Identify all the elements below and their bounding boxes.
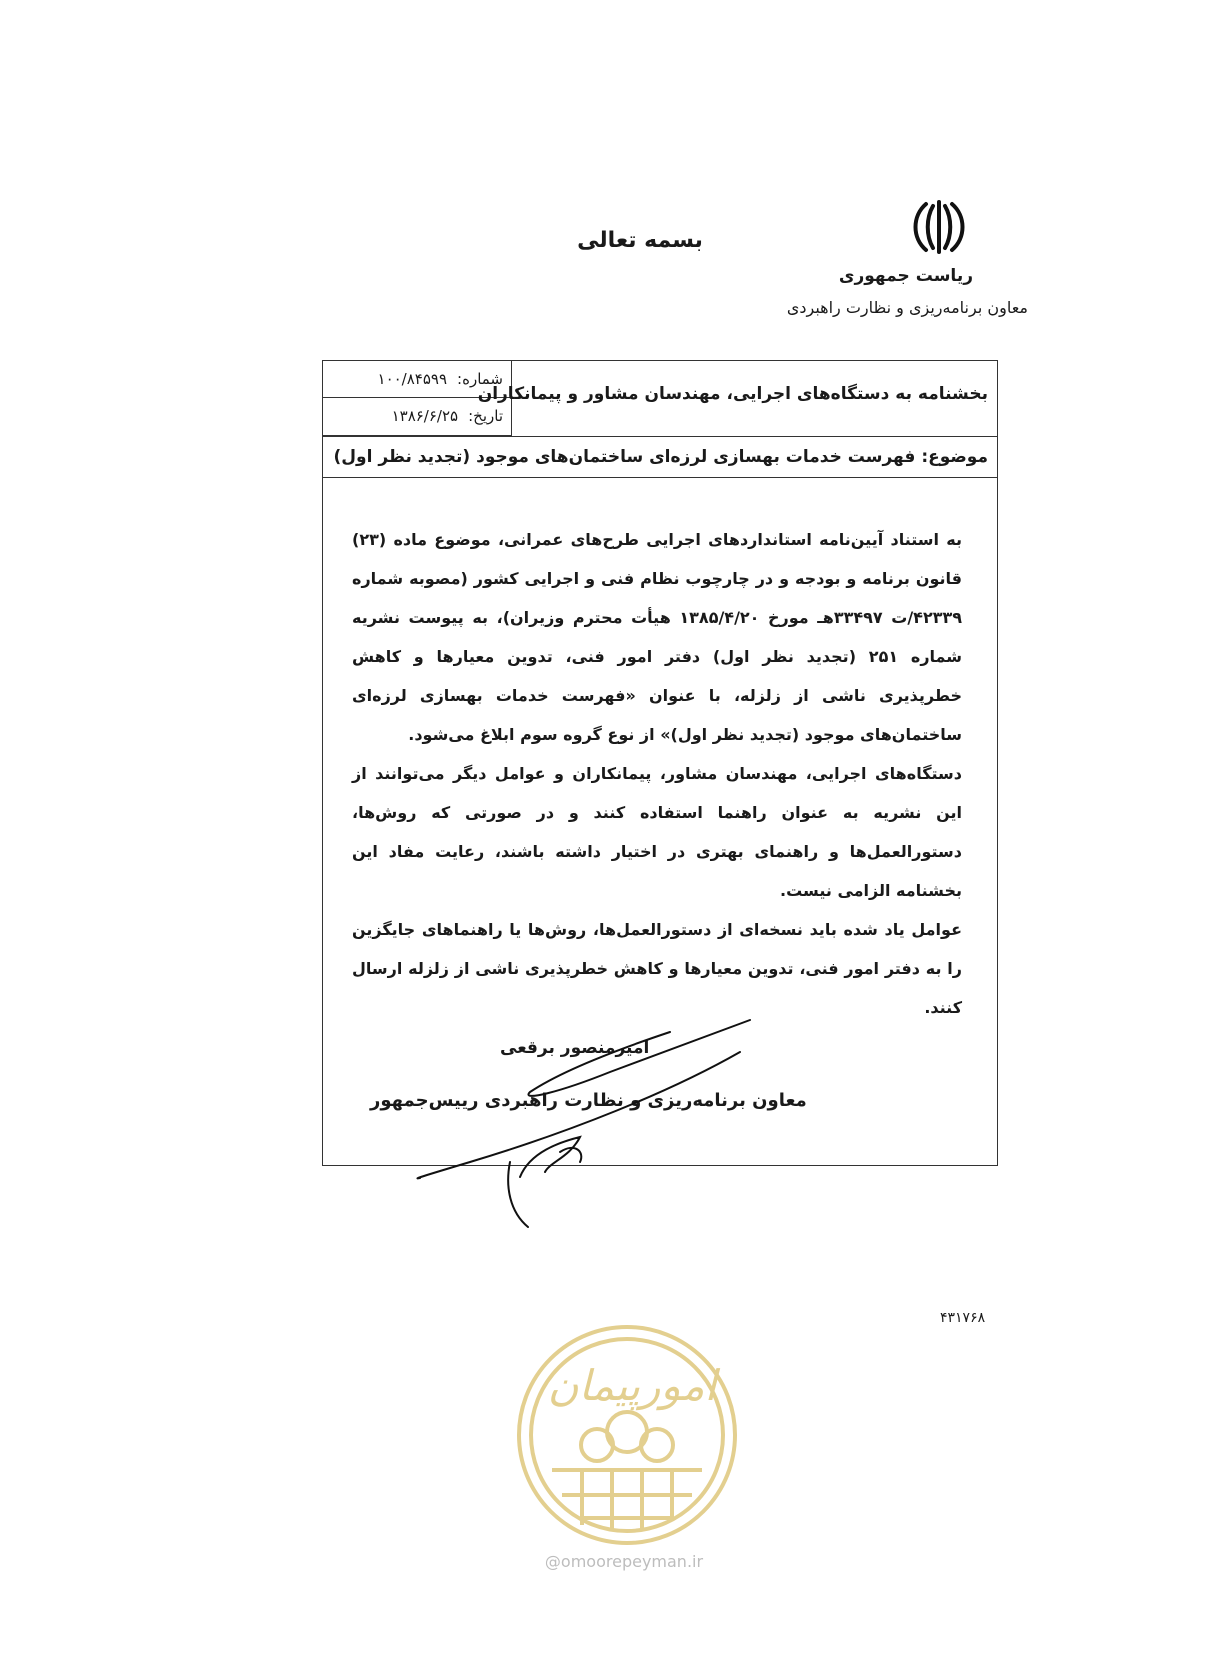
- body-paragraph-2: دستگاه‌های اجرایی، مهندسان مشاور، پیمانکاران و عوامل دیگر می‌توانند از این نشریه به عنوان راهنما استفاده کنند و در صورتی که روش‌ها، دستورالعمل‌ها و راهنمای بهتری در اختیار داشته باشند، رعایت مفاد این بخشنامه الزامی نیست.: [352, 764, 962, 900]
- date-label: تاریخ:: [468, 407, 503, 425]
- iran-emblem-icon: [908, 196, 970, 258]
- number-value: ۱۰۰/۸۴۵۹۹: [377, 369, 448, 388]
- reference-number: ۴۳۱۷۶۸: [940, 1310, 986, 1326]
- signatory-title: معاون برنامه‌ریزی و نظارت راهبردی رییس‌جمهور: [370, 1090, 807, 1111]
- omoorepeyman-stamp-logo: [512, 1320, 742, 1550]
- org-name-deputy: معاون برنامه‌ریزی و نظارت راهبردی: [786, 298, 1028, 317]
- addressee-line: بخشنامه به دستگاه‌های اجرایی، مهندسان مشاور و پیمانکاران: [477, 384, 988, 404]
- date-value: ۱۳۸۶/۶/۲۵: [391, 407, 459, 425]
- website-watermark: @omoorepeyman.ir: [544, 1552, 704, 1571]
- org-name-presidency: ریاست جمهوری: [838, 266, 973, 286]
- subject-line: موضوع: فهرست خدمات بهسازی لرزه‌ای ساختمان‌های موجود (تجدید نظر اول): [322, 436, 998, 478]
- basmala-heading: بسمه تعالی: [577, 228, 703, 253]
- stamp-text: امورپیمان: [547, 1361, 717, 1410]
- signatory-name: امیرمنصور برقعی: [500, 1038, 650, 1058]
- handwritten-signature: [410, 1012, 820, 1232]
- number-label: شماره:: [457, 369, 503, 388]
- body-paragraph-3: عوامل یاد شده باید نسخه‌ای از دستورالعمل‌ها، روش‌ها یا راهنماهای جایگزین را به دفتر امور فنی، تدوین معیارها و کاهش خطرپذیری ناشی از زلزله ارسال کنند.: [352, 920, 962, 1017]
- body-paragraph-1: به استناد آیین‌نامه استانداردهای اجرایی طرح‌های عمرانی، موضوع ماده (۲۳) قانون برنامه و بودجه و در چارچوب نظام فنی و اجرایی کشور (مصوبه شماره ۴۲۳۳۹/ت ۳۳۴۹۷هـ مورخ ۱۳۸۵/۴/۲۰ هیأت محترم وزیران)، به پیوست نشریه شماره ۲۵۱ (تجدید نظر اول) دفتر امور فنی، تدوین معیارها و کاهش خطرپذیری ناشی از زلزله، با عنوان «فهرست خدمات بهسازی لرزه‌ای ساختمان‌های موجود (تجدید نظر اول)» از نوع گروه سوم ابلاغ می‌شود.: [352, 530, 963, 744]
- letter-body: [352, 520, 962, 1027]
